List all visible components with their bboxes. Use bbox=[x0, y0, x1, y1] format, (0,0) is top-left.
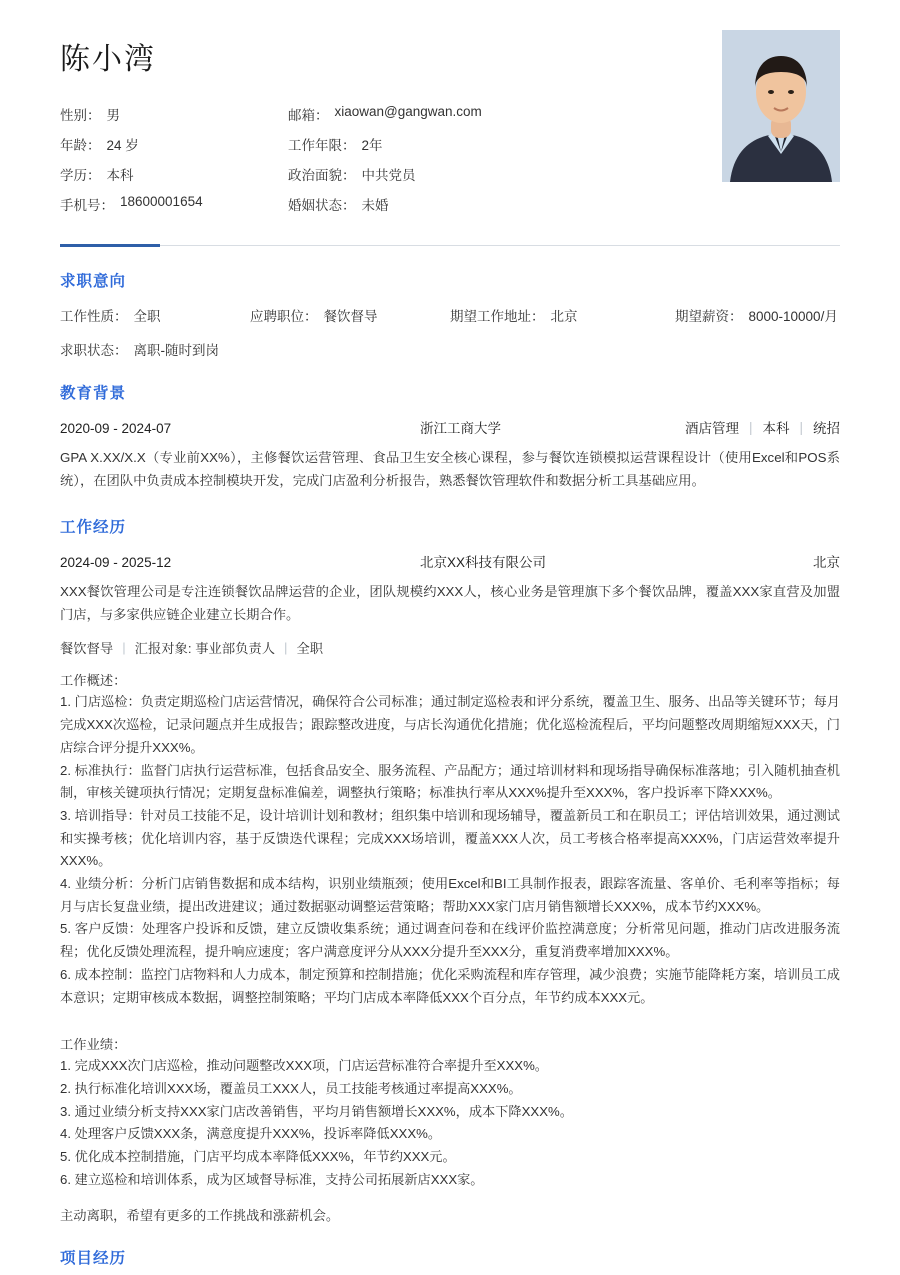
education-entry-header bbox=[60, 417, 840, 437]
divider-line bbox=[60, 245, 840, 246]
work-location: 北京 bbox=[813, 554, 840, 570]
intent-field-job-nature bbox=[60, 305, 250, 325]
basic-field-gender bbox=[60, 104, 288, 124]
work-closing-note: 主动离职，希望有更多的工作挑战和涨薪机会。 bbox=[60, 1207, 340, 1223]
list-item: 4. 业绩分析：分析门店销售数据和成本结构，识别业绩瓶颈；使用Excel和BI工具制作报表，跟踪客流量、客单价、毛利率等指标；每月与店长复盘业绩，提出改进建议；通过数据驱动调整运营策略；帮助XXX家门店月销售额增长XXX%，成本节约XXX%。 bbox=[60, 876, 840, 914]
resume-header bbox=[60, 0, 840, 247]
field-value: 24 岁 bbox=[106, 138, 139, 153]
work-position: 餐饮督导 bbox=[60, 641, 114, 657]
work-achievement-label: 工作业绩： bbox=[60, 1037, 127, 1053]
list-item: 5. 客户反馈：处理客户投诉和反馈，建立反馈收集系统；通过调查问卷和在线评价监控满意度；分析常见问题，推动门店改进服务流程；优化反馈处理流程，提升响应速度；客户满意度评分从XXX分提升至XXX分，重复消费率增加XXX%。 bbox=[60, 921, 840, 960]
work-date: 2024-09 - 2025-12 bbox=[60, 554, 172, 570]
field-value: 中共党员 bbox=[361, 168, 416, 183]
work-company-intro: XXX餐饮管理公司是专注连锁餐饮品牌运营的企业，团队规模约XXX人，核心业务是管理旗下多个餐饮品牌，覆盖XXX家直营及加盟门店，与多家供应链企业建立长期合作。 bbox=[60, 583, 840, 622]
list-item: 2. 标准执行：监督门店执行运营标准，包括食品安全、服务流程、产品配方；通过培训材料和现场指导确保标准落地；引入随机抽查机制，审核关键项执行情况；定期复盘标准偏差，调整执行策略；标准执行率从XXX%提升至XXX%，客户投诉率下降XXX%。 bbox=[60, 762, 840, 801]
list-item: 6. 建立巡检和培训体系，成为区域督导标准，支持公司拓展新店XXX家。 bbox=[60, 1171, 484, 1187]
list-item: 6. 成本控制：监控门店物料和人力成本，制定预算和控制措施；优化采购流程和库存管理，减少浪费；实施节能降耗方案，培训员工成本意识；定期审核成本数据，调整控制策略；平均门店成本率降低XXX个百分点，年节约成本XXX元。 bbox=[60, 966, 840, 1005]
field-label: 年龄： bbox=[60, 138, 101, 153]
candidate-name: 陈小湾 bbox=[60, 43, 156, 76]
list-item: 5. 优化成本控制措施，门店平均成本率降低XXX%，年节约XXX元。 bbox=[60, 1149, 456, 1165]
field-label: 工作性质： bbox=[60, 309, 128, 324]
spacer bbox=[60, 1009, 840, 1021]
intent-field-position bbox=[250, 305, 450, 325]
section-title-education: 教育背景 bbox=[60, 385, 127, 402]
basic-field-age bbox=[60, 134, 288, 154]
section-work-experience bbox=[60, 515, 840, 1224]
field-label: 求职状态： bbox=[60, 343, 128, 358]
field-value: 全职 bbox=[133, 309, 161, 324]
work-position-meta bbox=[60, 638, 840, 657]
divider-accent bbox=[60, 244, 160, 247]
field-label: 性别： bbox=[60, 108, 101, 123]
field-value: 离职-随时到岗 bbox=[133, 343, 219, 358]
field-value: 未婚 bbox=[361, 198, 389, 213]
list-item: 3. 通过业绩分析支持XXX家门店改善销售，平均月销售额增长XXX%，成本下降XXX%。 bbox=[60, 1103, 573, 1119]
education-description: GPA X.XX/X.X（专业前XX%），主修餐饮运营管理、食品卫生安全核心课程，参与餐饮连锁模拟运营课程设计（使用Excel和POS系统），在团队中负责成本控制模块开发，完成门店盈利分析报告，熟悉餐饮管理软件和数据分析工具基础应用。 bbox=[60, 450, 840, 488]
work-overview-list bbox=[60, 691, 840, 1009]
meta-separator-icon: | bbox=[748, 419, 753, 435]
education-major: 酒店管理 bbox=[684, 421, 739, 436]
intent-field-location bbox=[450, 305, 675, 325]
list-item: 1. 完成XXX次门店巡检，推动问题整改XXX项，门店运营标准符合率提升至XXX%。 bbox=[60, 1058, 548, 1074]
field-label: 期望工作地址： bbox=[450, 309, 545, 324]
field-label: 手机号： bbox=[60, 198, 114, 213]
field-label: 工作年限： bbox=[288, 138, 356, 153]
work-overview-label: 工作概述： bbox=[60, 673, 127, 689]
field-value: 男 bbox=[106, 108, 120, 123]
basic-field-degree bbox=[60, 164, 288, 184]
job-intent-row-1 bbox=[60, 305, 840, 325]
field-value: 餐饮督导 bbox=[323, 309, 378, 324]
education-admission: 统招 bbox=[813, 421, 840, 436]
basic-field-phone bbox=[60, 194, 288, 214]
section-title-projects: 项目经历 bbox=[60, 1249, 127, 1267]
field-value: 本科 bbox=[106, 168, 134, 183]
meta-separator-icon: | bbox=[122, 640, 126, 656]
education-degree: 本科 bbox=[762, 421, 790, 436]
field-value: 2年 bbox=[361, 138, 383, 153]
field-value: xiaowan@gangwan.com bbox=[334, 104, 482, 119]
meta-separator-icon: | bbox=[799, 419, 803, 435]
education-school: 浙江工商大学 bbox=[420, 421, 501, 436]
education-date: 2020-09 - 2024-07 bbox=[60, 421, 172, 436]
field-label: 政治面貌： bbox=[288, 168, 356, 183]
work-entry-header bbox=[60, 551, 840, 571]
meta-separator-icon: | bbox=[284, 640, 288, 656]
intent-field-status bbox=[60, 339, 840, 359]
work-achievement-list bbox=[60, 1055, 840, 1191]
list-item: 4. 处理客户反馈XXX条，满意度提升XXX%，投诉率降低XXX%。 bbox=[60, 1126, 442, 1142]
field-value: 18600001654 bbox=[120, 194, 203, 209]
portrait-illustration bbox=[722, 30, 840, 182]
list-item: 3. 培训指导：针对员工技能不足，设计培训计划和教材；组织集中培训和现场辅导，覆盖新员工和在职员工；评估培训效果，通过测试和实操考核；优化培训内容，基于反馈迭代课程；完成XXX场培训，覆盖XXX人次，员工考核合格率提高XXX%，门店运营效率提升XXX%。 bbox=[60, 807, 840, 869]
avatar bbox=[722, 30, 840, 182]
work-report-to: 汇报对象: 事业部负责人 bbox=[134, 641, 276, 657]
header-divider bbox=[60, 244, 840, 247]
field-label: 学历： bbox=[60, 168, 101, 183]
section-title-job-intent: 求职意向 bbox=[60, 273, 127, 290]
basic-field-marital-status bbox=[288, 194, 840, 214]
list-item: 2. 执行标准化培训XXX场，覆盖员工XXX人，员工技能考核通过率提高XXX%。 bbox=[60, 1080, 522, 1096]
work-job-type: 全职 bbox=[296, 641, 324, 657]
work-company: 北京XX科技有限公司 bbox=[420, 554, 547, 570]
field-value: 北京 bbox=[550, 309, 578, 324]
field-label: 应聘职位： bbox=[250, 309, 318, 324]
list-item: 1. 门店巡检：负责定期巡检门店运营情况，确保符合公司标准；通过制定巡检表和评分系统，覆盖卫生、服务、出品等关键环节；每月完成XXX次巡检，记录问题点并生成报告；跟踪整改进度，与店长沟通优化措施；优化巡检流程后，平均问题整改周期缩短XXX天，门店综合评分提升XXX%。 bbox=[60, 694, 840, 755]
field-label: 期望薪资： bbox=[675, 309, 743, 324]
field-label: 邮箱： bbox=[288, 108, 329, 123]
section-title-work-experience: 工作经历 bbox=[60, 518, 127, 536]
field-value: 8000-10000/月 bbox=[748, 309, 838, 324]
intent-field-salary bbox=[675, 305, 840, 325]
section-job-intent bbox=[60, 269, 840, 359]
section-education bbox=[60, 381, 840, 493]
field-label: 婚姻状态： bbox=[288, 198, 356, 213]
